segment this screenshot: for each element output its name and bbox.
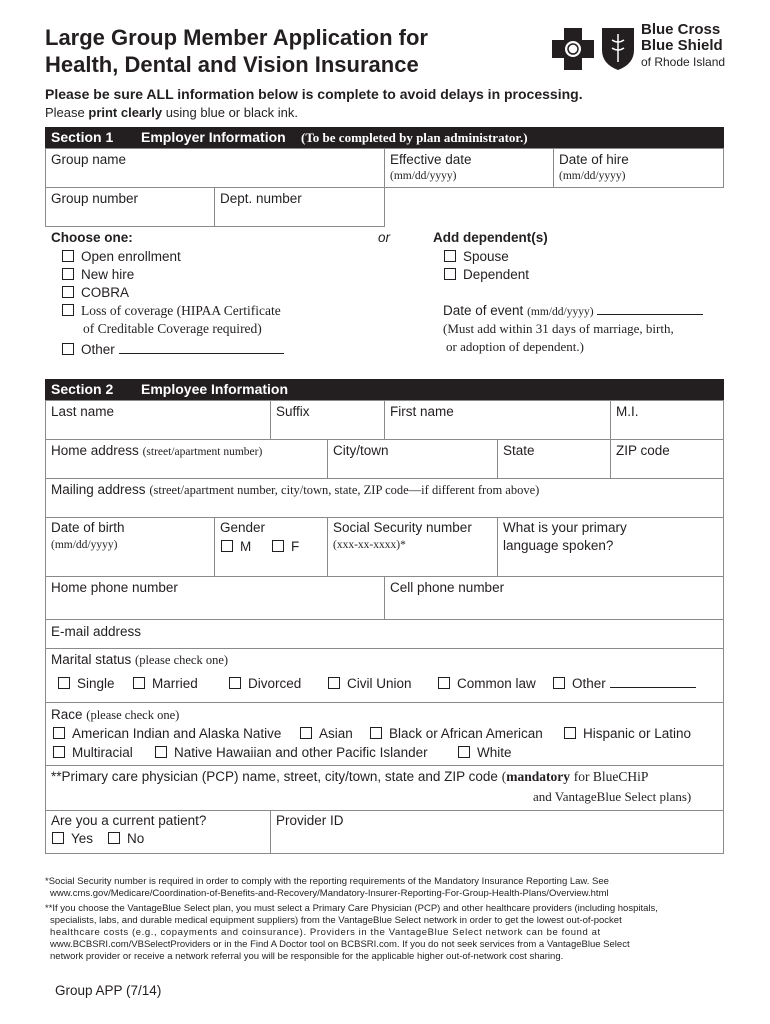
- ssn-footnote-line2: www.cms.gov/Medicare/Coordination-of-Benefits-and-Recovery/Mandatory-Insurer-Reporting-For-Group-Health-Plans/Overview.html: [50, 888, 609, 899]
- option-spouse[interactable]: [444, 249, 509, 264]
- dob-label: Date of birth: [51, 520, 125, 535]
- marital-divorced[interactable]: [229, 676, 301, 691]
- title-line-1: Large Group Member Application for: [45, 25, 428, 50]
- last-name-label: Last name: [51, 404, 115, 419]
- home-address-text: Home address: [51, 443, 139, 458]
- marital-married[interactable]: [133, 676, 198, 691]
- home-address-label: [51, 443, 262, 458]
- checkbox[interactable]: [229, 677, 241, 689]
- brand-line-1: Blue Cross: [641, 21, 721, 38]
- yes-label: Yes: [71, 831, 94, 846]
- title-line-2: Health, Dental and Vision Insurance: [45, 52, 419, 77]
- checkbox[interactable]: [444, 250, 456, 262]
- checkbox[interactable]: [221, 540, 233, 552]
- option-label: Open enrollment: [81, 249, 181, 264]
- marital-other[interactable]: [553, 676, 696, 691]
- option-open-enrollment[interactable]: [62, 249, 181, 264]
- pcp-footnote: [45, 903, 725, 963]
- brand-line-3: of Rhode Island: [641, 55, 726, 69]
- pcp-paren: (: [501, 769, 507, 784]
- race-native-hawaiian[interactable]: [155, 745, 428, 760]
- pcp-text: **Primary care physician (PCP) name, street, city/town, state and ZIP code: [51, 769, 498, 784]
- must-add-line2: or adoption of dependent.): [446, 339, 584, 354]
- pcp-footnote-line4: www.BCBSRI.com/VBSelectProviders or in the Find A Doctor tool on BCBSRI.com. If you do not seek services from a VantageBlue Select: [50, 939, 630, 950]
- checkbox[interactable]: [53, 727, 65, 739]
- option-label: White: [477, 745, 512, 760]
- option-label: Multiracial: [72, 745, 133, 760]
- print-suffix: using blue or black ink.: [162, 105, 298, 120]
- option-label: Civil Union: [347, 676, 412, 691]
- ssn-footnote: [45, 876, 725, 900]
- option-label: Hispanic or Latino: [583, 726, 692, 741]
- checkbox[interactable]: [62, 250, 74, 262]
- checkbox[interactable]: [564, 727, 576, 739]
- race-note: (please check one): [86, 708, 180, 722]
- provider-id-label: Provider ID: [276, 813, 344, 828]
- first-name-label: First name: [390, 404, 454, 419]
- option-label: Black or African American: [389, 726, 543, 741]
- marital-common-law[interactable]: [438, 676, 536, 691]
- ssn-footnote-line1: *Social Security number is required in order to comply with the reporting requirements of the Mandatory Insurance Reporting Law. See: [45, 876, 609, 887]
- loss-coverage-line2: of Creditable Coverage required): [83, 321, 262, 336]
- email-label: E-mail address: [51, 624, 142, 639]
- gender-m-label: M: [240, 539, 252, 554]
- bcbs-logo: [552, 26, 638, 70]
- marital-other-line[interactable]: [610, 676, 696, 688]
- date-of-hire-label: Date of hire: [559, 152, 629, 167]
- marital-note: (please check one): [135, 653, 229, 667]
- pcp-line2: and VantageBlue Select plans): [533, 789, 692, 804]
- section1-number: Section 1: [51, 129, 114, 145]
- checkbox[interactable]: [458, 746, 470, 758]
- language-label-1: What is your primary: [503, 520, 627, 535]
- option-label: New hire: [81, 267, 135, 282]
- checkbox[interactable]: [62, 343, 74, 355]
- race-asian[interactable]: [300, 726, 353, 741]
- option-label: Dependent: [463, 267, 530, 282]
- cell-phone-label: Cell phone number: [390, 580, 505, 595]
- section2-title: Employee Information: [141, 381, 289, 397]
- brand-line-2: Blue Shield: [641, 37, 723, 54]
- section2-header: [45, 379, 724, 400]
- checkbox[interactable]: [553, 677, 565, 689]
- ssn-format: (xxx-xx-xxxx)*: [333, 539, 406, 551]
- page-title: [45, 24, 525, 78]
- date-of-event[interactable]: [443, 303, 703, 318]
- home-address-note: (street/apartment number): [142, 446, 263, 458]
- print-prefix: Please: [45, 105, 89, 120]
- race-multiracial[interactable]: [53, 745, 133, 760]
- gender-f[interactable]: [272, 539, 299, 554]
- marital-text: Marital status: [51, 652, 132, 667]
- checkbox[interactable]: [62, 304, 74, 316]
- checkbox[interactable]: [62, 268, 74, 280]
- email-field[interactable]: [45, 619, 724, 649]
- option-label: Married: [152, 676, 198, 691]
- checkbox[interactable]: [300, 727, 312, 739]
- mi-label: M.I.: [616, 404, 639, 419]
- add-dependents-label: Add dependent(s): [433, 230, 548, 245]
- checkbox[interactable]: [370, 727, 382, 739]
- checkbox[interactable]: [58, 677, 70, 689]
- brand-name: [641, 22, 725, 70]
- current-patient-label: Are you a current patient?: [51, 813, 207, 828]
- dob-format: (mm/dd/yyyy): [51, 539, 118, 551]
- no-label: No: [127, 831, 145, 846]
- checkbox[interactable]: [155, 746, 167, 758]
- option-label: American Indian and Alaska Native: [72, 726, 282, 741]
- print-instructions: [45, 105, 298, 120]
- race-label: [51, 707, 179, 723]
- effective-date-label: Effective date: [390, 152, 472, 167]
- current-patient-yes[interactable]: [52, 831, 93, 846]
- section1-title: Employer Information: [141, 129, 286, 145]
- checkbox[interactable]: [133, 677, 145, 689]
- race-white[interactable]: [458, 745, 512, 760]
- group-name-label: Group name: [51, 152, 127, 167]
- option-label: Asian: [319, 726, 353, 741]
- option-new-hire[interactable]: [62, 267, 134, 282]
- language-label-2: language spoken?: [503, 538, 614, 553]
- option-label: Spouse: [463, 249, 509, 264]
- pcp-mandatory: mandatory: [506, 769, 570, 784]
- checkbox[interactable]: [328, 677, 340, 689]
- option-label: Divorced: [248, 676, 302, 691]
- checkbox[interactable]: [272, 540, 284, 552]
- group-number-label: Group number: [51, 191, 139, 206]
- gender-f-label: F: [291, 539, 300, 554]
- checkbox[interactable]: [444, 268, 456, 280]
- date-of-hire-format: (mm/dd/yyyy): [559, 170, 626, 182]
- gender-m[interactable]: [221, 539, 251, 554]
- zip-label: ZIP code: [616, 443, 670, 458]
- home-phone-label: Home phone number: [51, 580, 178, 595]
- option-other[interactable]: [62, 342, 284, 357]
- checkbox[interactable]: [108, 832, 120, 844]
- section1-header: [45, 127, 724, 148]
- checkbox[interactable]: [62, 286, 74, 298]
- must-add-line1: (Must add within 31 days of marriage, birth,: [443, 321, 674, 336]
- print-bold: print clearly: [88, 105, 163, 120]
- option-cobra[interactable]: [62, 285, 129, 300]
- option-label: Other: [81, 342, 115, 357]
- mailing-address-label: [51, 482, 539, 498]
- race-black[interactable]: [370, 726, 543, 741]
- option-label: Other: [572, 676, 606, 691]
- ssn-label: Social Security number: [333, 520, 472, 535]
- or-label: or: [378, 230, 391, 245]
- choose-one-label: Choose one:: [51, 230, 133, 245]
- section1-note: (To be completed by plan administrator.): [301, 130, 528, 145]
- checkbox[interactable]: [438, 677, 450, 689]
- date-event-format: (mm/dd/yyyy): [527, 306, 594, 318]
- warning-text: Please be sure ALL information below is complete to avoid delays in processing.: [45, 86, 583, 102]
- gender-label: Gender: [220, 520, 266, 535]
- race-text: Race: [51, 707, 83, 722]
- effective-date-format: (mm/dd/yyyy): [390, 170, 457, 182]
- option-loss-of-coverage[interactable]: [62, 303, 281, 319]
- checkbox[interactable]: [53, 746, 65, 758]
- mailing-note: (street/apartment number, city/town, state, ZIP code—if different from above): [149, 483, 540, 497]
- checkbox[interactable]: [52, 832, 64, 844]
- section2-number: Section 2: [51, 381, 114, 397]
- city-label: City/town: [333, 443, 389, 458]
- dept-number-label: Dept. number: [220, 191, 302, 206]
- pcp-label: [51, 769, 648, 785]
- mailing-text: Mailing address: [51, 482, 146, 497]
- date-event-line[interactable]: [597, 303, 703, 315]
- option-dependent[interactable]: [444, 267, 529, 282]
- option-label: Single: [77, 676, 115, 691]
- form-id: Group APP (7/14): [55, 983, 162, 998]
- option-label: Loss of coverage (HIPAA Certificate: [81, 303, 281, 318]
- suffix-label: Suffix: [276, 404, 310, 419]
- other-line[interactable]: [119, 342, 284, 354]
- state-label: State: [503, 443, 535, 458]
- marital-status-label: [51, 652, 228, 668]
- option-label: COBRA: [81, 285, 130, 300]
- option-label: Common law: [457, 676, 536, 691]
- marital-single[interactable]: [58, 676, 115, 691]
- pcp-footnote-line2: specialists, labs, and durable medical equipment suppliers) from the VantageBlue Select network in order to get the lowest out-of-pocket: [50, 915, 622, 926]
- race-american-indian[interactable]: [53, 726, 281, 741]
- current-patient-no[interactable]: [108, 831, 144, 846]
- date-event-label: Date of event: [443, 303, 524, 318]
- option-label: Native Hawaiian and other Pacific Islander: [174, 745, 428, 760]
- race-hispanic[interactable]: [564, 726, 691, 741]
- pcp-footnote-line1: **If you choose the VantageBlue Select plan, you must select a Primary Care Physician (PCP) and other healthcare providers (including hospitals,: [45, 903, 658, 914]
- pcp-for: for BlueCHiP: [573, 769, 649, 784]
- marital-civil-union[interactable]: [328, 676, 412, 691]
- pcp-footnote-line3: healthcare costs (e.g., copayments and coinsurance). Providers in the VantageBlue Select network can be found at: [50, 927, 601, 938]
- pcp-footnote-line5: network provider or receive a network referral you will be responsible for the applicable higher out-of-network cost sharing.: [50, 951, 564, 962]
